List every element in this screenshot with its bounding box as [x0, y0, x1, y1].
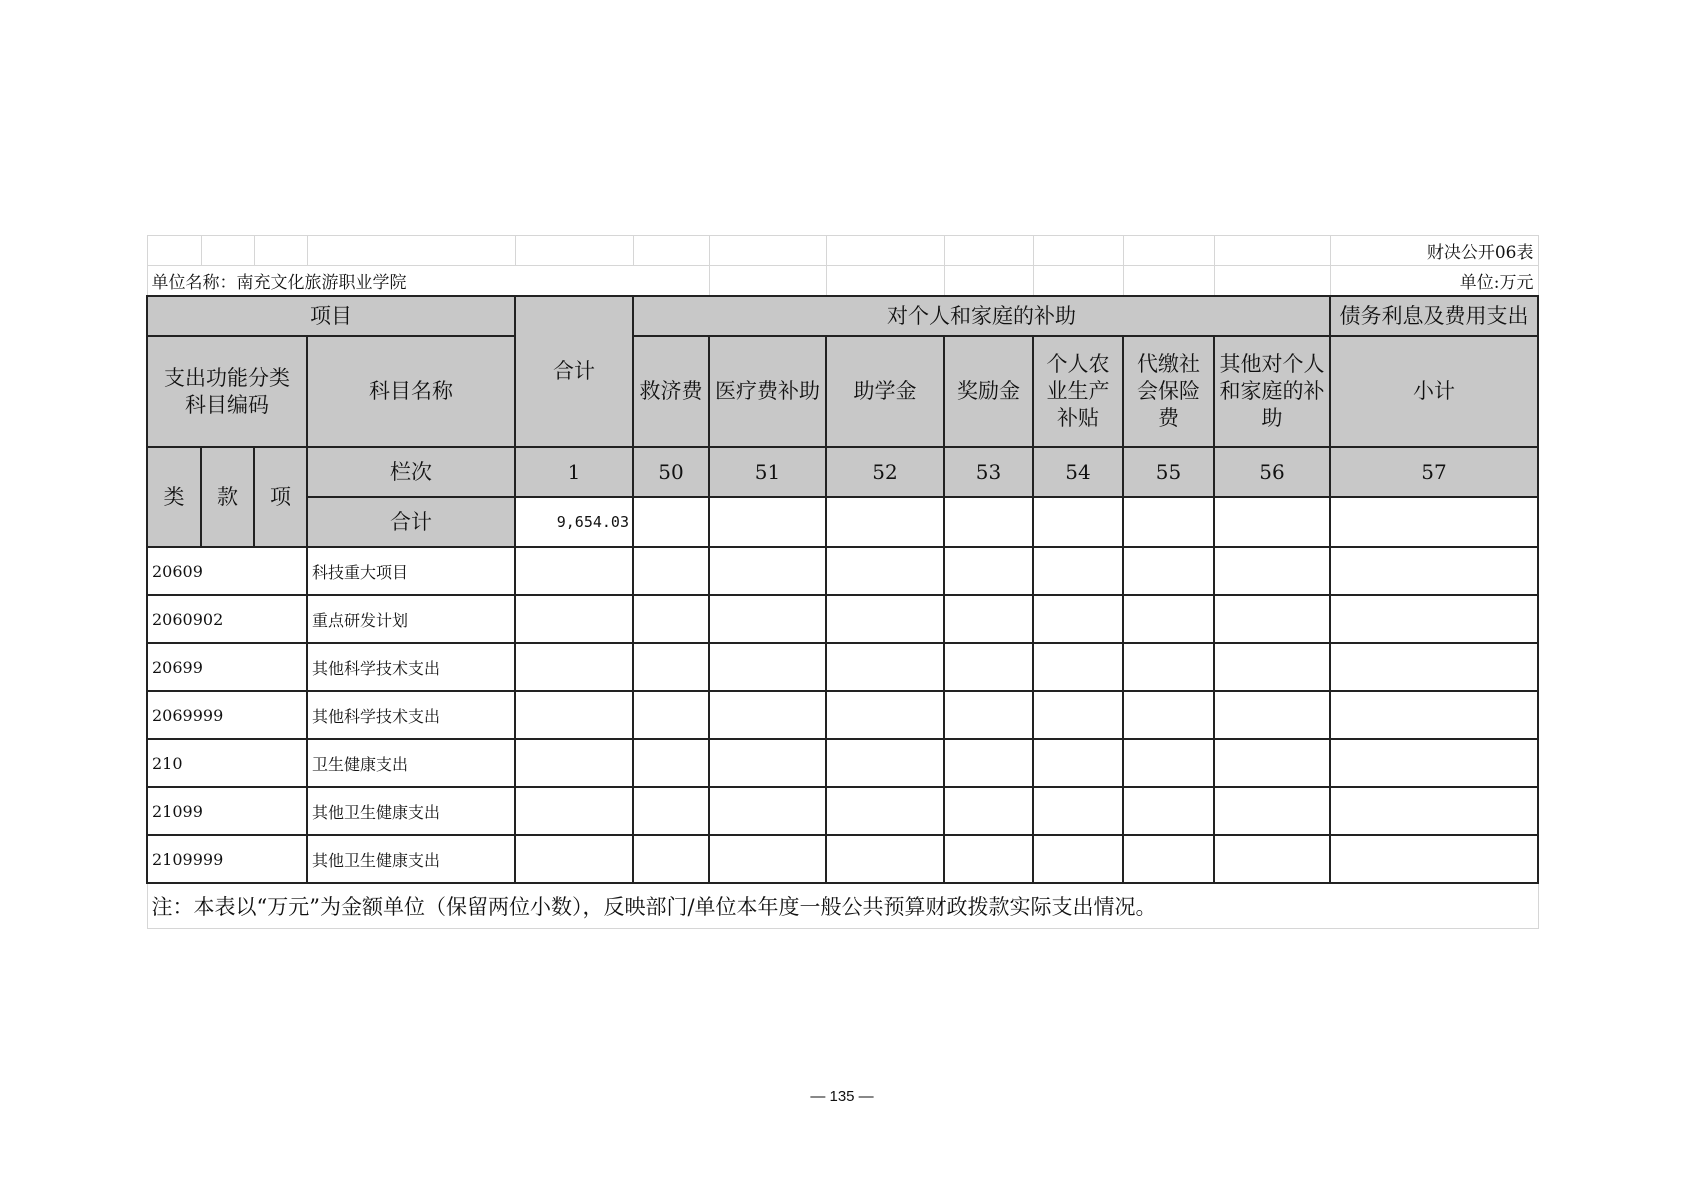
row-value-cell — [944, 691, 1033, 739]
col-number: 50 — [633, 447, 709, 497]
report-sheet — [146, 235, 1537, 929]
row-value-cell — [1330, 643, 1538, 691]
header-row-2 — [147, 336, 1538, 447]
row-value-cell — [633, 595, 709, 643]
row-code: 2060902 — [147, 595, 307, 643]
row-value-cell — [633, 547, 709, 595]
header-func-code: 支出功能分类科目编码 — [147, 336, 307, 447]
col-number: 52 — [826, 447, 944, 497]
row-value-cell — [1330, 787, 1538, 835]
row-value-cell — [515, 739, 633, 787]
row-value-cell — [515, 595, 633, 643]
col-number: 57 — [1330, 447, 1538, 497]
row-value-cell — [944, 643, 1033, 691]
unit-row — [147, 266, 1538, 297]
expenditure-table — [146, 235, 1539, 929]
row-value-cell — [1033, 787, 1123, 835]
col-number: 1 — [515, 447, 633, 497]
col-number: 55 — [1123, 447, 1214, 497]
row-value-cell — [944, 787, 1033, 835]
header-lei: 类 — [147, 447, 201, 547]
header-col-insurance: 代缴社会保险费 — [1123, 336, 1214, 447]
header-col-medical: 医疗费补助 — [709, 336, 826, 447]
row-value-cell — [1214, 835, 1330, 883]
row-value-cell — [1214, 739, 1330, 787]
row-value-cell — [709, 643, 826, 691]
row-value-cell — [633, 787, 709, 835]
row-value-cell — [1123, 691, 1214, 739]
row-value-cell — [1330, 835, 1538, 883]
table-note: 注：本表以“万元”为金额单位（保留两位小数），反映部门/单位本年度一般公共预算财政拨款实际支出情况。 — [147, 883, 1538, 929]
row-subject-name: 其他卫生健康支出 — [307, 835, 515, 883]
row-value-cell — [1214, 787, 1330, 835]
row-value-cell — [1033, 835, 1123, 883]
row-value-cell — [515, 547, 633, 595]
table-row — [147, 739, 1538, 787]
header-personal-subsidy: 对个人和家庭的补助 — [633, 296, 1330, 336]
row-value-cell — [1123, 835, 1214, 883]
row-subject-name: 其他卫生健康支出 — [307, 787, 515, 835]
data-rows — [147, 547, 1538, 883]
header-lanci: 栏次 — [307, 447, 515, 497]
row-value-cell — [826, 835, 944, 883]
page-number: — 135 — — [810, 1088, 874, 1105]
row-value-cell — [709, 595, 826, 643]
row-code: 20609 — [147, 547, 307, 595]
header-col-subtotal: 小计 — [1330, 336, 1538, 447]
column-number-row — [147, 447, 1538, 497]
row-value-cell — [633, 691, 709, 739]
table-row — [147, 595, 1538, 643]
row-value-cell — [709, 691, 826, 739]
row-value-cell — [944, 595, 1033, 643]
grand-total-value: 9,654.03 — [515, 497, 633, 547]
row-value-cell — [709, 835, 826, 883]
header-col-agri: 个人农业生产补贴 — [1033, 336, 1123, 447]
row-subject-name: 科技重大项目 — [307, 547, 515, 595]
row-value-cell — [633, 835, 709, 883]
row-value-cell — [1214, 691, 1330, 739]
header-project: 项目 — [147, 296, 515, 336]
header-debt-interest: 债务利息及费用支出 — [1330, 296, 1538, 336]
row-value-cell — [1123, 643, 1214, 691]
row-value-cell — [633, 739, 709, 787]
header-row-1 — [147, 296, 1538, 336]
table-code-row — [147, 236, 1538, 266]
header-total: 合计 — [515, 296, 633, 447]
row-code: 21099 — [147, 787, 307, 835]
header-col-grant: 助学金 — [826, 336, 944, 447]
row-value-cell — [515, 835, 633, 883]
table-row — [147, 547, 1538, 595]
col-number: 53 — [944, 447, 1033, 497]
row-subject-name: 其他科学技术支出 — [307, 691, 515, 739]
row-value-cell — [826, 787, 944, 835]
header-col-reward: 奖励金 — [944, 336, 1033, 447]
unit-label: 单位:万元 — [1330, 266, 1538, 297]
row-value-cell — [1330, 547, 1538, 595]
row-value-cell — [515, 691, 633, 739]
table-code: 财决公开06表 — [1330, 236, 1538, 266]
grand-total-row — [147, 497, 1538, 547]
row-value-cell — [1214, 595, 1330, 643]
col-number: 51 — [709, 447, 826, 497]
unit-name: 单位名称：南充文化旅游职业学院 — [147, 266, 709, 297]
header-col-other: 其他对个人和家庭的补助 — [1214, 336, 1330, 447]
row-value-cell — [826, 739, 944, 787]
row-code: 20699 — [147, 643, 307, 691]
row-value-cell — [1033, 739, 1123, 787]
row-subject-name: 重点研发计划 — [307, 595, 515, 643]
row-code: 210 — [147, 739, 307, 787]
table-row — [147, 787, 1538, 835]
row-value-cell — [1033, 643, 1123, 691]
row-value-cell — [1330, 691, 1538, 739]
header-heji: 合计 — [307, 497, 515, 547]
row-value-cell — [709, 739, 826, 787]
row-value-cell — [944, 547, 1033, 595]
header-xiang: 项 — [254, 447, 307, 547]
row-value-cell — [1033, 595, 1123, 643]
row-value-cell — [1123, 787, 1214, 835]
row-value-cell — [709, 787, 826, 835]
note-row — [147, 883, 1538, 929]
row-value-cell — [826, 595, 944, 643]
row-subject-name: 其他科学技术支出 — [307, 643, 515, 691]
row-value-cell — [1214, 643, 1330, 691]
row-subject-name: 卫生健康支出 — [307, 739, 515, 787]
row-value-cell — [826, 691, 944, 739]
row-value-cell — [1123, 595, 1214, 643]
col-number: 54 — [1033, 447, 1123, 497]
table-row — [147, 691, 1538, 739]
row-code: 2109999 — [147, 835, 307, 883]
row-value-cell — [944, 835, 1033, 883]
row-value-cell — [1123, 547, 1214, 595]
table-row — [147, 835, 1538, 883]
row-value-cell — [1033, 691, 1123, 739]
row-value-cell — [633, 643, 709, 691]
row-value-cell — [1330, 595, 1538, 643]
header-col-relief: 救济费 — [633, 336, 709, 447]
table-row — [147, 643, 1538, 691]
col-number: 56 — [1214, 447, 1330, 497]
header-kuan: 款 — [201, 447, 254, 547]
row-value-cell — [1033, 547, 1123, 595]
row-value-cell — [944, 739, 1033, 787]
row-value-cell — [826, 547, 944, 595]
row-value-cell — [515, 643, 633, 691]
row-value-cell — [1123, 739, 1214, 787]
row-value-cell — [826, 643, 944, 691]
header-subject-name: 科目名称 — [307, 336, 515, 447]
row-code: 2069999 — [147, 691, 307, 739]
row-value-cell — [709, 547, 826, 595]
row-value-cell — [1330, 739, 1538, 787]
row-value-cell — [515, 787, 633, 835]
row-value-cell — [1214, 547, 1330, 595]
